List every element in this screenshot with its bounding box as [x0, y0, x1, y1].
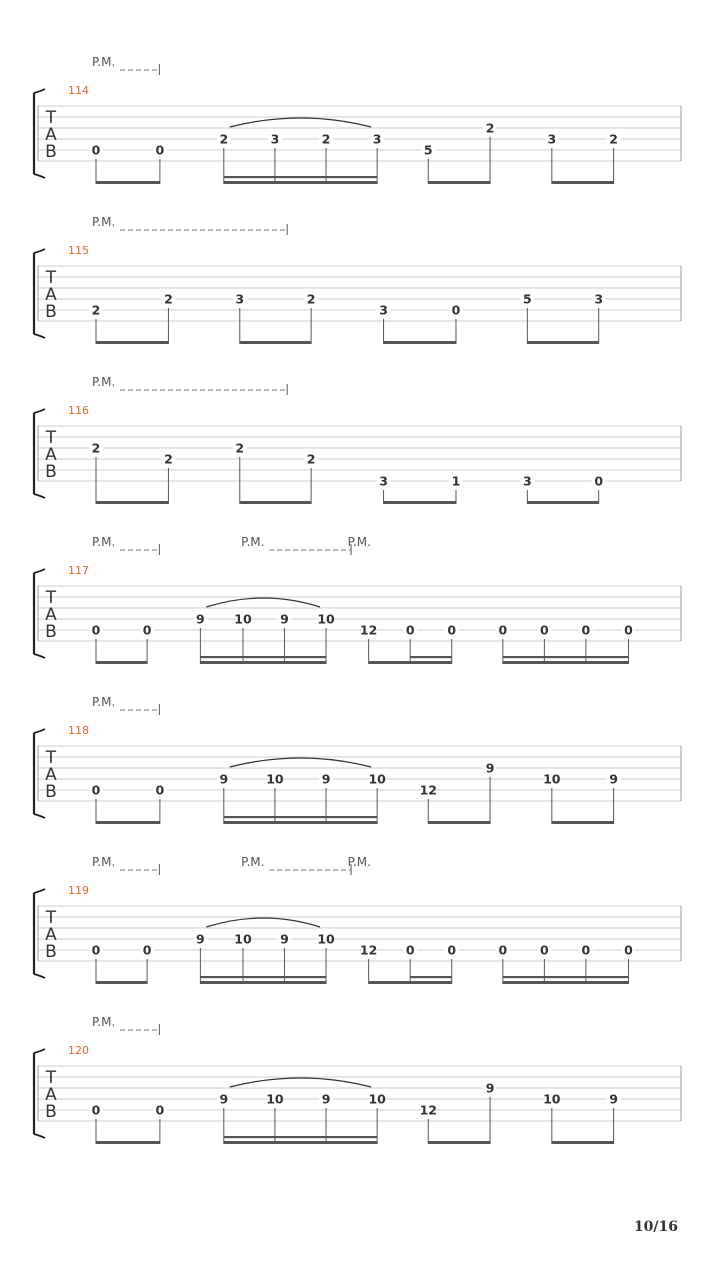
- fret-number: 0: [91, 142, 101, 158]
- fret-number: 9: [485, 760, 495, 776]
- fret-number: 3: [594, 291, 604, 307]
- bracket-top-hook: [34, 569, 45, 573]
- slur: [230, 1078, 371, 1087]
- fret-number: 10: [234, 931, 252, 947]
- tab-clef-letter: T: [45, 108, 57, 128]
- secondary-beam: [410, 656, 452, 658]
- palm-mute-label: P.M.: [347, 535, 371, 549]
- measure-number: 119: [68, 884, 89, 897]
- beam: [224, 1141, 377, 1144]
- fret-number: 3: [379, 473, 388, 489]
- beam: [200, 981, 326, 984]
- palm-mute-label: P.M.: [347, 855, 371, 869]
- bracket-top-hook: [34, 409, 45, 413]
- fret-number: 2: [91, 302, 101, 318]
- tab-clef-letter: A: [45, 285, 57, 305]
- beam: [428, 1141, 490, 1144]
- fret-number: 2: [321, 131, 331, 147]
- bracket-bottom-hook: [34, 974, 45, 978]
- beam: [96, 1141, 160, 1144]
- palm-mute-label: P.M.: [92, 855, 116, 869]
- palm-mute-label: P.M.: [92, 535, 116, 549]
- beam: [527, 341, 598, 344]
- fret-number: 10: [368, 771, 386, 787]
- fret-number: 0: [581, 942, 591, 958]
- measure-number: 117: [68, 564, 89, 577]
- bracket-top-hook: [34, 249, 45, 253]
- fret-number: 0: [451, 302, 461, 318]
- tab-clef-letter: B: [45, 942, 57, 962]
- bracket-bottom-hook: [34, 814, 45, 818]
- fret-number: 3: [379, 302, 388, 318]
- palm-mute-label: P.M.: [92, 1015, 116, 1029]
- fret-number: 10: [317, 931, 335, 947]
- tab-clef-letter: B: [45, 302, 57, 322]
- palm-mute-label: P.M.: [92, 695, 116, 709]
- bracket-bottom-hook: [34, 654, 45, 658]
- beam: [552, 1141, 614, 1144]
- fret-number: 9: [219, 771, 229, 787]
- slur: [230, 118, 371, 127]
- fret-number: 3: [235, 291, 245, 307]
- fret-number: 0: [540, 942, 549, 958]
- tab-clef-letter: B: [45, 622, 57, 642]
- secondary-beam: [224, 1136, 377, 1138]
- bracket-bottom-hook: [34, 334, 45, 338]
- measure-number: 114: [68, 84, 89, 97]
- secondary-beam: [224, 816, 377, 818]
- tab-clef-letter: A: [45, 925, 57, 945]
- slur: [206, 918, 320, 927]
- palm-mute-label: P.M.: [241, 855, 265, 869]
- fret-number: 0: [91, 782, 101, 798]
- fret-number: 9: [321, 1091, 331, 1107]
- fret-number: 10: [317, 611, 335, 627]
- secondary-beam: [410, 976, 452, 978]
- beam: [428, 181, 490, 184]
- bracket-top-hook: [34, 889, 45, 893]
- fret-number: 3: [547, 131, 557, 147]
- fret-number: 2: [219, 131, 229, 147]
- fret-number: 2: [91, 440, 101, 456]
- bracket-bottom-hook: [34, 174, 45, 178]
- fret-number: 2: [306, 291, 316, 307]
- fret-number: 0: [142, 942, 152, 958]
- tab-clef-letter: B: [45, 462, 57, 482]
- fret-number: 9: [196, 611, 205, 627]
- fret-number: 12: [359, 622, 378, 638]
- bracket-top-hook: [34, 1049, 45, 1053]
- tab-clef-letter: T: [45, 588, 57, 608]
- measure-number: 118: [68, 724, 89, 737]
- fret-number: 0: [405, 622, 415, 638]
- bracket-top-hook: [34, 89, 45, 93]
- fret-number: 0: [405, 942, 415, 958]
- fret-number: 2: [306, 451, 316, 467]
- slur: [206, 598, 320, 607]
- fret-number: 0: [155, 1102, 165, 1118]
- tab-clef-letter: B: [45, 782, 57, 802]
- fret-number: 12: [419, 1102, 437, 1118]
- fret-number: 2: [164, 291, 173, 307]
- fret-number: 0: [155, 142, 165, 158]
- fret-number: 3: [372, 131, 382, 147]
- bracket-bottom-hook: [34, 494, 45, 498]
- fret-number: 9: [485, 1080, 495, 1096]
- fret-number: 5: [522, 291, 532, 307]
- fret-number: 10: [266, 1091, 284, 1107]
- tab-clef-letter: T: [45, 428, 57, 448]
- fret-number: 10: [368, 1091, 386, 1107]
- measure-number: 116: [68, 404, 89, 417]
- secondary-beam: [200, 656, 326, 658]
- tab-clef-letter: A: [45, 125, 57, 145]
- secondary-beam: [200, 976, 326, 978]
- fret-number: 9: [280, 931, 289, 947]
- tab-clef-letter: A: [45, 445, 57, 465]
- tab-clef-letter: A: [45, 765, 57, 785]
- fret-number: 3: [270, 131, 280, 147]
- measure-number: 115: [68, 244, 89, 257]
- page-number: 10/16: [633, 1219, 678, 1235]
- secondary-beam: [503, 976, 629, 978]
- fret-number: 10: [266, 771, 284, 787]
- beam: [428, 821, 490, 824]
- beam: [96, 821, 160, 824]
- fret-number: 10: [234, 611, 252, 627]
- fret-number: 2: [164, 451, 173, 467]
- fret-number: 0: [581, 622, 591, 638]
- fret-number: 2: [485, 120, 495, 136]
- beam: [200, 661, 326, 664]
- fret-number: 0: [155, 782, 165, 798]
- palm-mute-label: P.M.: [241, 535, 265, 549]
- secondary-beam: [503, 656, 629, 658]
- fret-number: 0: [498, 942, 508, 958]
- beam: [96, 981, 147, 984]
- fret-number: 10: [543, 771, 561, 787]
- beam: [527, 501, 598, 504]
- fret-number: 0: [624, 622, 633, 638]
- beam: [96, 501, 168, 504]
- fret-number: 9: [280, 611, 289, 627]
- fret-number: 0: [91, 942, 101, 958]
- beam: [224, 821, 377, 824]
- fret-number: 10: [543, 1091, 561, 1107]
- fret-number: 0: [540, 622, 549, 638]
- secondary-beam: [224, 176, 377, 178]
- fret-number: 1: [451, 473, 461, 489]
- fret-number: 9: [321, 771, 331, 787]
- tab-clef-letter: A: [45, 1085, 57, 1105]
- beam: [503, 981, 629, 984]
- fret-number: 0: [624, 942, 633, 958]
- fret-number: 9: [609, 1091, 618, 1107]
- tab-clef-letter: T: [45, 908, 57, 928]
- fret-number: 0: [91, 1102, 101, 1118]
- beam: [240, 501, 311, 504]
- tab-clef-letter: B: [45, 142, 57, 162]
- beam: [369, 661, 452, 664]
- beam: [552, 821, 614, 824]
- beam: [96, 341, 168, 344]
- beam: [384, 501, 456, 504]
- beam: [96, 181, 160, 184]
- beam: [240, 341, 311, 344]
- fret-number: 0: [447, 942, 457, 958]
- measure-number: 120: [68, 1044, 89, 1057]
- palm-mute-label: P.M.: [92, 375, 116, 389]
- fret-number: 0: [594, 473, 604, 489]
- beam: [552, 181, 614, 184]
- tab-clef-letter: T: [45, 748, 57, 768]
- fret-number: 2: [235, 440, 245, 456]
- fret-number: 2: [609, 131, 618, 147]
- beam: [369, 981, 452, 984]
- fret-number: 5: [423, 142, 433, 158]
- bracket-bottom-hook: [34, 1134, 45, 1138]
- tab-clef-letter: T: [45, 1068, 57, 1088]
- fret-number: 0: [91, 622, 101, 638]
- beam: [96, 661, 147, 664]
- palm-mute-label: P.M.: [92, 215, 116, 229]
- fret-number: 9: [609, 771, 618, 787]
- fret-number: 3: [522, 473, 532, 489]
- fret-number: 12: [419, 782, 437, 798]
- tab-clef-letter: A: [45, 605, 57, 625]
- palm-mute-label: P.M.: [92, 55, 116, 69]
- bracket-top-hook: [34, 729, 45, 733]
- tab-clef-letter: T: [45, 268, 57, 288]
- fret-number: 12: [359, 942, 378, 958]
- fret-number: 0: [142, 622, 152, 638]
- slur: [230, 758, 371, 767]
- fret-number: 0: [498, 622, 508, 638]
- beam: [224, 181, 377, 184]
- tab-clef-letter: B: [45, 1102, 57, 1122]
- fret-number: 0: [447, 622, 457, 638]
- beam: [384, 341, 456, 344]
- beam: [503, 661, 629, 664]
- fret-number: 9: [219, 1091, 229, 1107]
- fret-number: 9: [196, 931, 205, 947]
